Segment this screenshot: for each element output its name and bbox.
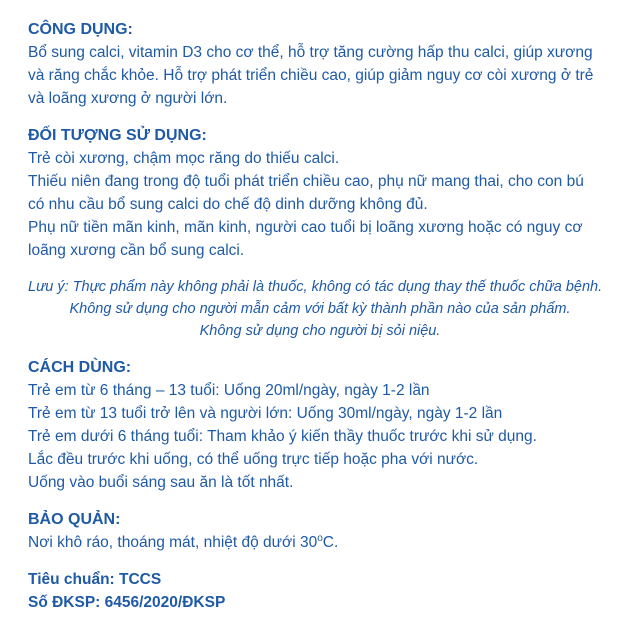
section-doi-tuong <box>28 124 632 262</box>
heading-cach-dung: CÁCH DÙNG: <box>28 359 132 376</box>
text-line: loãng xương cần bổ sung calci. <box>28 242 245 259</box>
text-line: Lắc đều trước khi uống, có thể uống trực tiếp hoặc pha với nước. <box>28 451 479 468</box>
registration-line: Số ĐKSP: 6456/2020/ĐKSP <box>28 594 226 611</box>
text-line: Trẻ em dưới 6 tháng tuổi: Tham khảo ý kiến thầy thuốc trước khi sử dụng. <box>28 428 537 445</box>
section-cong-dung <box>28 18 632 110</box>
text-line: Thiếu niên đang trong độ tuổi phát triển chiều cao, phụ nữ mang thai, cho con bú <box>28 173 584 190</box>
heading-cong-dung: CÔNG DỤNG: <box>28 21 133 38</box>
note-line: Lưu ý: Thực phẩm này không phải là thuốc, không có tác dụng thay thế thuốc chữa bệnh. <box>28 279 603 295</box>
section-footer <box>28 568 632 614</box>
note-line: Không sử dụng cho người mẫn cảm với bất kỳ thành phần nào của sản phẩm. <box>69 301 571 317</box>
text-line: Bổ sung calci, vitamin D3 cho cơ thể, hỗ trợ tăng cường hấp thu calci, giúp xương <box>28 44 593 61</box>
degree-sign: o <box>317 532 323 544</box>
product-info-page <box>28 18 632 614</box>
section-bao-quan <box>28 508 632 554</box>
text-line: và loãng xương ở người lớn. <box>28 90 228 107</box>
text-line: có nhu cầu bổ sung calci do chế độ dinh dưỡng không đủ. <box>28 196 428 213</box>
heading-bao-quan: BẢO QUẢN: <box>28 511 121 528</box>
text-line: Trẻ còi xương, chậm mọc răng do thiếu calci. <box>28 150 340 167</box>
text-line: Trẻ em từ 6 tháng – 13 tuổi: Uống 20ml/ngày, ngày 1-2 lần <box>28 382 430 399</box>
section-cach-dung <box>28 356 632 494</box>
heading-doi-tuong: ĐỐI TƯỢNG SỬ DỤNG: <box>28 127 207 144</box>
text-line: Phụ nữ tiền mãn kinh, mãn kinh, người cao tuổi bị loãng xương hoặc có nguy cơ <box>28 219 583 236</box>
text-line: Trẻ em từ 13 tuổi trở lên và người lớn: Uống 30ml/ngày, ngày 1-2 lần <box>28 405 503 422</box>
text-line: Uống vào buổi sáng sau ăn là tốt nhất. <box>28 474 294 491</box>
section-luu-y <box>28 276 632 342</box>
standard-line: Tiêu chuẩn: TCCS <box>28 571 162 588</box>
text-line: và răng chắc khỏe. Hỗ trợ phát triển chiều cao, giúp giảm nguy cơ còi xương ở trẻ <box>28 67 594 84</box>
storage-text-unit: C. <box>322 534 339 551</box>
storage-text <box>28 531 632 554</box>
storage-text-main: Nơi khô ráo, thoáng mát, nhiệt độ dưới 30 <box>28 534 318 551</box>
note-line: Không sử dụng cho người bị sỏi niệu. <box>199 323 441 339</box>
